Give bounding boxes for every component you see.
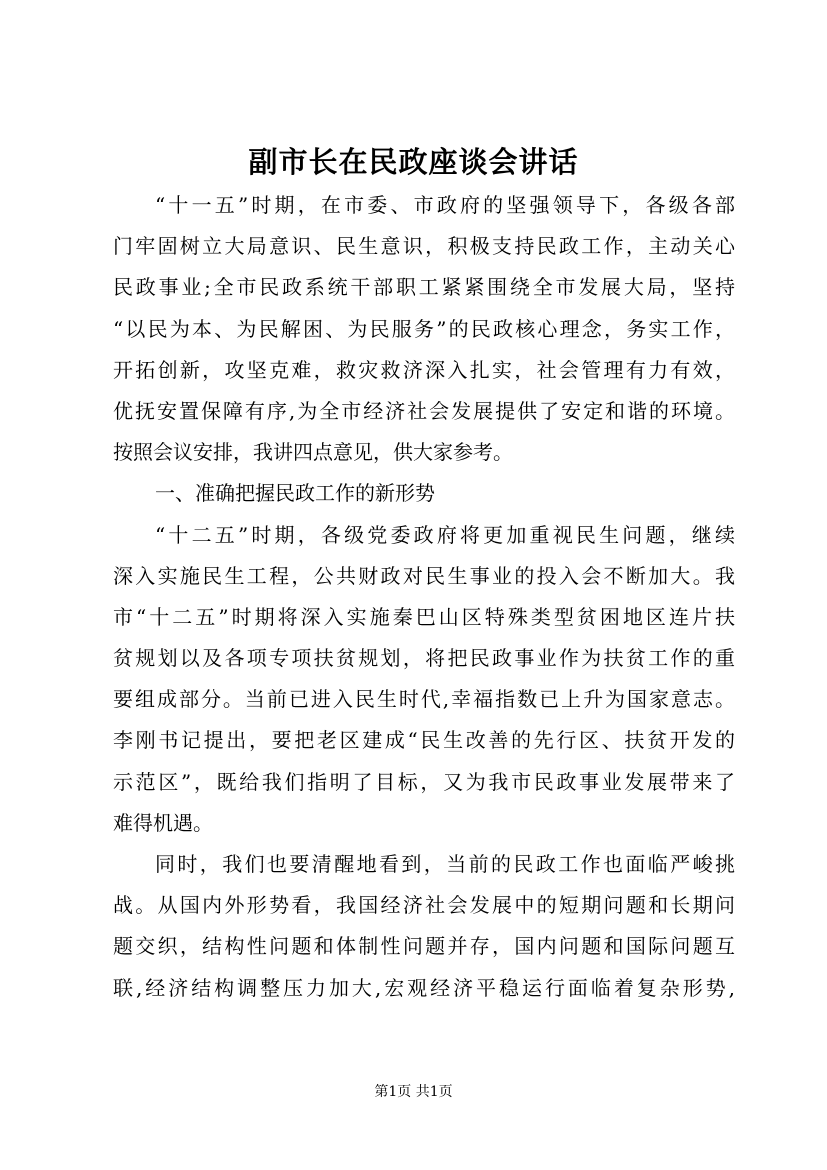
- paragraph-line: “十二五”时期，各级党委政府将更加重视民生问题，继续: [155, 522, 735, 547]
- paragraph-line: 示范区”，既给我们指明了目标，又为我市民政事业发展带来了: [113, 769, 735, 794]
- document-title: 副市长在民政座谈会讲话: [248, 145, 579, 179]
- paragraph-line: 要组成部分。当前已进入民生时代,幸福指数已上升为国家意志。: [113, 687, 735, 712]
- paragraph-line: 联,经济结构调整压力加大,宏观经济平稳运行面临着复杂形势,: [113, 975, 735, 1000]
- paragraph-line: 贫规划以及各项专项扶贫规划，将把民政事业作为扶贫工作的重: [113, 646, 735, 671]
- paragraph-line: “以民为本、为民解困、为民服务”的民政核心理念，务实工作，: [113, 316, 735, 341]
- paragraph-line: 按照会议安排，我讲四点意见，供大家参考。: [113, 440, 513, 465]
- paragraph-line: 门牢固树立大局意识、民生意识，积极支持民政工作，主动关心: [113, 234, 735, 259]
- paragraph-line: 战。从国内外形势看，我国经济社会发展中的短期问题和长期问: [113, 893, 735, 918]
- paragraph-line: 题交织，结构性问题和体制性问题并存，国内问题和国际问题互: [113, 934, 735, 959]
- paragraph-line: 开拓创新，攻坚克难，救灾救济深入扎实，社会管理有力有效，: [113, 357, 735, 382]
- section-heading: 一、准确把握民政工作的新形势: [155, 481, 435, 506]
- paragraph-line: 民政事业;全市民政系统干部职工紧紧围绕全市发展大局，坚持: [113, 275, 735, 300]
- paragraph-line: 优抚安置保障有序,为全市经济社会发展提供了安定和谐的环境。: [113, 398, 735, 423]
- paragraph-line: “十一五”时期，在市委、市政府的坚强领导下，各级各部: [155, 193, 735, 217]
- paragraph-line: 李刚书记提出，要把老区建成“民生改善的先行区、扶贫开发的: [113, 728, 735, 753]
- paragraph-line: 深入实施民生工程，公共财政对民生事业的投入会不断加大。我: [113, 563, 735, 588]
- paragraph-line: 同时，我们也要清醒地看到，当前的民政工作也面临严峻挑: [155, 852, 735, 876]
- paragraph-line: 市“十二五”时期将深入实施秦巴山区特殊类型贫困地区连片扶: [113, 604, 735, 629]
- paragraph-line: 难得机遇。: [113, 810, 213, 835]
- page-footer: 第1页 共1页: [374, 1084, 453, 1100]
- document-body: [113, 185, 735, 1009]
